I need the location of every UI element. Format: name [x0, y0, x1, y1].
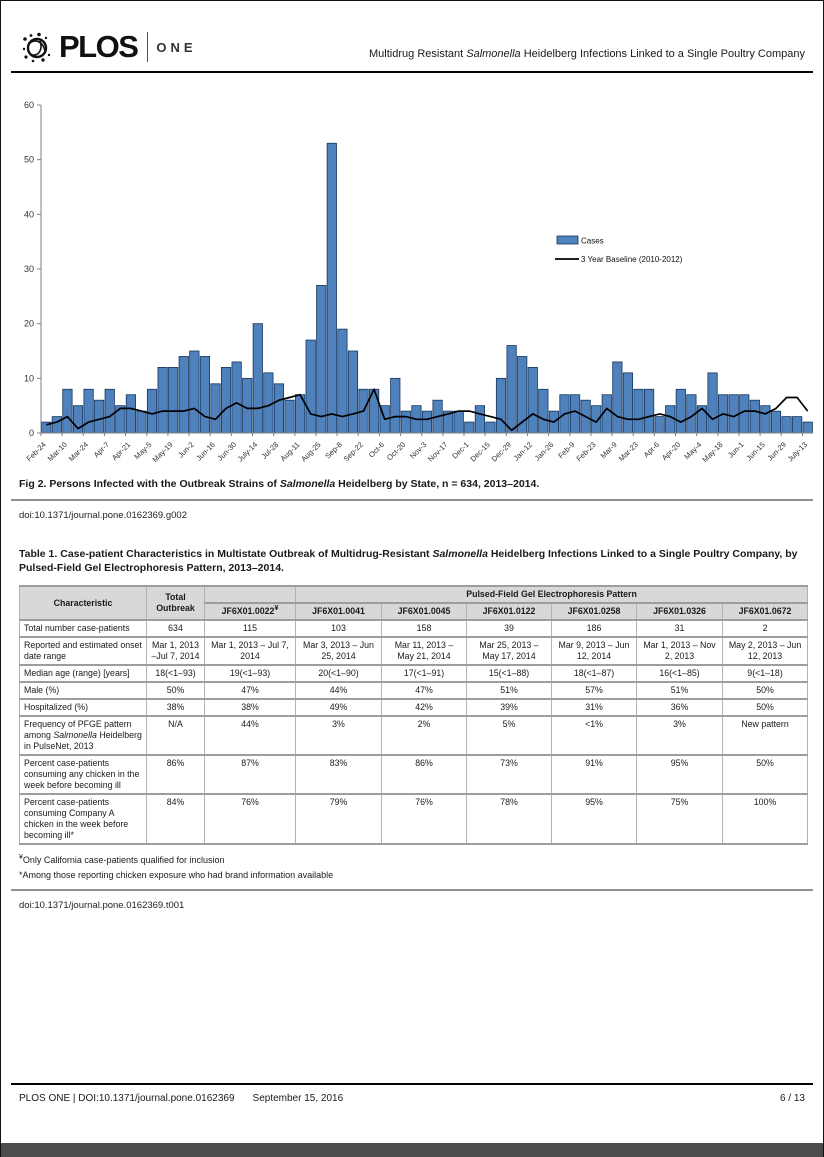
- x-tick-label: Mar-23: [616, 440, 640, 464]
- table-cell: Mar 11, 2013 – May 21, 2014: [382, 637, 467, 665]
- table-cell: May 2, 2013 – Jun 12, 2013: [723, 637, 808, 665]
- x-tick-label: Apr-20: [659, 440, 683, 463]
- cases-bar: [613, 362, 622, 433]
- table-cell: 103: [296, 620, 382, 637]
- table-cell: 50%: [723, 755, 808, 794]
- table-cell: 44%: [205, 716, 296, 755]
- table-cell: 186: [552, 620, 637, 637]
- table-cell: 17(<1–91): [382, 665, 467, 682]
- table-cell: Mar 3, 2013 – Jun 25, 2014: [296, 637, 382, 665]
- cases-bar: [147, 389, 156, 433]
- logo-divider: [147, 32, 148, 62]
- table-footnotes: [19, 853, 805, 883]
- cases-bar: [676, 389, 685, 433]
- table-cell: 86%: [382, 755, 467, 794]
- x-tick-label: Dec-15: [468, 440, 492, 464]
- cases-bar: [771, 411, 780, 433]
- y-tick-label: 50: [23, 154, 34, 165]
- table-cell: Mar 25, 2013 – May 17, 2014: [467, 637, 552, 665]
- table-row: [20, 620, 808, 637]
- cases-bar: [454, 411, 463, 433]
- table-1: [19, 585, 808, 845]
- legend-cases-swatch: [557, 236, 578, 244]
- figure-2-caption: Fig 2. Persons Infected with the Outbreak Strains of Salmonella Heidelberg by State, n = 634, 2013–2014.: [19, 478, 540, 490]
- table-cell: 87%: [205, 755, 296, 794]
- x-tick-label: Mar-24: [66, 440, 91, 464]
- table-cell: Mar 1, 2013 –Jul 7, 2014: [147, 637, 205, 665]
- y-tick-label: 30: [23, 264, 34, 274]
- cases-bar: [401, 411, 410, 433]
- table-cell: 78%: [467, 794, 552, 844]
- table-row: [20, 794, 808, 844]
- row-label: Frequency of PFGE pattern among Salmonella Heidelberg in PulseNet, 2013: [20, 716, 147, 755]
- plos-one-label: ONE: [156, 39, 197, 55]
- table-cell: 3%: [296, 716, 382, 755]
- column-header-jf6x01.0672: JF6X01.0672: [723, 603, 808, 620]
- table-cell: 20(<1–90): [296, 665, 382, 682]
- table-cell: 95%: [637, 755, 723, 794]
- x-tick-label: Jan-12: [511, 440, 535, 463]
- column-header-characteristic: Characteristic: [20, 586, 147, 620]
- plos-globe-icon: [19, 29, 55, 65]
- table-cell: 95%: [552, 794, 637, 844]
- table-cell: 18(<1–93): [147, 665, 205, 682]
- cases-bar: [750, 400, 759, 433]
- cases-bar: [592, 406, 601, 433]
- table-cell: 18(<1–87): [552, 665, 637, 682]
- cases-bar: [264, 373, 273, 433]
- running-title: Multidrug Resistant Salmonella Heidelberg Infections Linked to a Single Poultry Company: [369, 48, 805, 60]
- table-cell: 39: [467, 620, 552, 637]
- x-tick-label: Mar-9: [598, 440, 619, 461]
- cases-bar: [496, 378, 505, 433]
- cases-bar: [740, 395, 749, 433]
- x-tick-label: Feb-23: [574, 440, 598, 464]
- table-cell: 76%: [205, 794, 296, 844]
- cases-bar: [158, 367, 167, 433]
- x-tick-label: Mar-10: [45, 440, 69, 464]
- table-cell: N/A: [147, 716, 205, 755]
- column-header-jf6x01.0041: JF6X01.0041: [296, 603, 382, 620]
- column-header-total-outbreak: Total Outbreak: [147, 586, 205, 620]
- cases-bar: [52, 417, 61, 433]
- table-cell: Mar 1, 2013 – Jul 7, 2014: [205, 637, 296, 665]
- table-cell: 16(<1–85): [637, 665, 723, 682]
- x-tick-label: Sep-8: [323, 440, 344, 461]
- figure-doi: doi:10.1371/journal.pone.0162369.g002: [19, 509, 187, 521]
- table-cell: 44%: [296, 682, 382, 699]
- table-row: [20, 755, 808, 794]
- row-label: Male (%): [20, 682, 147, 699]
- table-cell: 51%: [467, 682, 552, 699]
- table-cell: New pattern: [723, 716, 808, 755]
- cases-bar: [327, 143, 336, 433]
- x-tick-label: May-18: [700, 440, 725, 465]
- column-header-jf6x01.0045: JF6X01.0045: [382, 603, 467, 620]
- plos-logo: [19, 29, 197, 65]
- table-row: [20, 637, 808, 665]
- table-cell: 84%: [147, 794, 205, 844]
- cases-bar: [655, 417, 664, 433]
- x-tick-label: July-14: [235, 440, 260, 464]
- table-cell: 76%: [382, 794, 467, 844]
- table-cell: 83%: [296, 755, 382, 794]
- cases-bar: [274, 384, 283, 433]
- y-tick-label: 40: [23, 209, 34, 220]
- cases-bar: [422, 411, 431, 433]
- caption-rule: [11, 499, 813, 501]
- footnote: ¥Only California case-patients qualified for inclusion: [19, 853, 225, 865]
- group-header-pfge: Pulsed-Field Gel Electrophoresis Pattern: [296, 586, 808, 603]
- cases-bar: [84, 389, 93, 433]
- cases-bar: [729, 395, 738, 433]
- cases-bar: [306, 340, 315, 433]
- table-cell: 9(<1–18): [723, 665, 808, 682]
- x-tick-label: Oct-20: [384, 440, 408, 463]
- cases-bar: [708, 373, 717, 433]
- cases-bar: [232, 362, 241, 433]
- table-cell: 50%: [723, 699, 808, 716]
- x-tick-label: Apr-7: [91, 440, 112, 460]
- cases-bar: [486, 422, 495, 433]
- x-tick-label: Jun-30: [215, 440, 239, 463]
- column-header-jf6x01.0122: JF6X01.0122: [467, 603, 552, 620]
- row-label: Percent case-patients consuming any chicken in the week before becoming ill: [20, 755, 147, 794]
- table-cell: 158: [382, 620, 467, 637]
- table-cell: 15(<1–88): [467, 665, 552, 682]
- table-cell: 38%: [147, 699, 205, 716]
- cases-bar: [169, 367, 178, 433]
- y-tick-label: 20: [23, 318, 34, 329]
- cases-bar: [253, 324, 262, 433]
- table-cell: 634: [147, 620, 205, 637]
- column-header-jf6x01.0258: JF6X01.0258: [552, 603, 637, 620]
- y-tick-label: 10: [23, 373, 34, 384]
- cases-bar: [126, 395, 135, 433]
- row-label: Hospitalized (%): [20, 699, 147, 716]
- cases-bar: [63, 389, 72, 433]
- cases-bar: [348, 351, 357, 433]
- cases-bar: [475, 406, 484, 433]
- epidemic-curve-chart: [9, 95, 817, 467]
- table-doi: doi:10.1371/journal.pone.0162369.t001: [19, 900, 185, 912]
- table-cell: 50%: [723, 682, 808, 699]
- table-cell: 31: [637, 620, 723, 637]
- legend-cases-label: Cases: [581, 236, 604, 246]
- y-tick-label: 0: [28, 428, 34, 438]
- x-tick-label: Jun-1: [726, 440, 746, 460]
- cases-bar: [539, 389, 548, 433]
- x-tick-label: July-13: [785, 440, 810, 464]
- table-row: [20, 699, 808, 716]
- x-tick-label: Jun-16: [194, 440, 217, 463]
- bottom-band: [1, 1143, 823, 1157]
- y-tick-label: 60: [23, 100, 34, 110]
- cases-bar: [570, 395, 579, 433]
- table-row: [20, 665, 808, 682]
- table-cell: 100%: [723, 794, 808, 844]
- table-cell: 47%: [205, 682, 296, 699]
- cases-bar: [243, 378, 252, 433]
- table-1-title: Table 1. Case-patient Characteristics in Multistate Outbreak of Multidrug-Resistant Salmonella Heidelberg Infections Linked to a Single Poultry Company, by Pulsed-Field Gel Electrophoresis Pattern, 2013–2014.: [19, 547, 798, 575]
- cases-bar: [803, 422, 812, 433]
- cases-bar: [623, 373, 632, 433]
- table-cell: 31%: [552, 699, 637, 716]
- cases-bar: [105, 389, 114, 433]
- cases-bar: [221, 367, 230, 433]
- cases-bar: [116, 406, 125, 433]
- footer-citation: PLOS ONE | DOI:10.1371/journal.pone.0162369 September 15, 2016: [19, 1093, 344, 1104]
- legend-baseline-label: 3 Year Baseline (2010-2012): [581, 255, 683, 264]
- x-tick-label: Dec-1: [450, 440, 471, 461]
- table-cell: <1%: [552, 716, 637, 755]
- cases-bar: [634, 389, 643, 433]
- cases-bar: [644, 389, 653, 433]
- table-cell: Mar 1, 2013 – Nov 2, 2013: [637, 637, 723, 665]
- page-footer: [11, 1083, 813, 1104]
- table-row: [20, 716, 808, 755]
- x-tick-label: Jan-26: [532, 440, 556, 463]
- table-cell: 47%: [382, 682, 467, 699]
- table-cell: 75%: [637, 794, 723, 844]
- table-cell: Mar 9, 2013 – Jun 12, 2014: [552, 637, 637, 665]
- table-cell: 38%: [205, 699, 296, 716]
- table-cell: 2%: [382, 716, 467, 755]
- cases-bar: [94, 400, 103, 433]
- x-tick-label: Oct-6: [366, 440, 387, 460]
- x-tick-label: Jul-28: [259, 440, 281, 461]
- table-cell: 3%: [637, 716, 723, 755]
- page-header: [11, 1, 813, 73]
- x-tick-label: Apr-6: [641, 440, 662, 460]
- cases-bar: [391, 378, 400, 433]
- row-label: Total number case-patients: [20, 620, 147, 637]
- x-tick-label: Feb-9: [556, 440, 577, 461]
- cases-bar: [507, 346, 516, 433]
- x-tick-label: Sep-22: [341, 440, 365, 464]
- cases-bar: [792, 417, 801, 433]
- cases-bar: [697, 406, 706, 433]
- table-cell: 51%: [637, 682, 723, 699]
- x-tick-label: Jun-2: [176, 440, 196, 460]
- cases-bar: [211, 384, 220, 433]
- cases-bar: [666, 406, 675, 433]
- x-tick-label: May-19: [150, 440, 175, 465]
- column-header-jf6x01.0326: JF6X01.0326: [637, 603, 723, 620]
- table-cell: 5%: [467, 716, 552, 755]
- table-cell: 86%: [147, 755, 205, 794]
- table-cell: 91%: [552, 755, 637, 794]
- x-tick-label: Jun-15: [744, 440, 767, 463]
- cases-bar: [200, 356, 209, 433]
- x-tick-label: Aug-25: [299, 440, 323, 464]
- figure-2-chart-area: [9, 95, 823, 472]
- table-cell: 57%: [552, 682, 637, 699]
- table-cell: 49%: [296, 699, 382, 716]
- cases-bar: [761, 406, 770, 433]
- table-cell: 19(<1–93): [205, 665, 296, 682]
- x-tick-label: Jun-29: [765, 440, 788, 463]
- cases-bar: [285, 400, 294, 433]
- page-number: 6 / 13: [779, 1093, 805, 1104]
- x-tick-label: May-4: [682, 440, 704, 462]
- table-cell: 79%: [296, 794, 382, 844]
- plos-wordmark: PLOS: [59, 29, 138, 64]
- cases-bar: [137, 411, 146, 433]
- x-tick-label: Nov-3: [407, 440, 429, 461]
- table-cell: 36%: [637, 699, 723, 716]
- table-cell: 73%: [467, 755, 552, 794]
- column-header-jf6x01.0022: JF6X01.0022¥: [205, 603, 296, 620]
- cases-bar: [782, 417, 791, 433]
- table-cell: 42%: [382, 699, 467, 716]
- x-tick-label: Aug-11: [278, 440, 302, 464]
- cases-bar: [465, 422, 474, 433]
- table-row: [20, 682, 808, 699]
- table-cell: 50%: [147, 682, 205, 699]
- table-cell: 39%: [467, 699, 552, 716]
- footnote: *Among those reporting chicken exposure who had brand information available: [19, 869, 334, 880]
- cases-bar: [190, 351, 199, 433]
- row-label: Median age (range) [years]: [20, 665, 147, 682]
- cases-bar: [179, 356, 188, 433]
- x-tick-label: Dec-29: [489, 440, 514, 464]
- row-label: Percent case-patients consuming Company A chicken in the week before becoming ill*: [20, 794, 147, 844]
- x-tick-label: Apr-21: [110, 440, 133, 463]
- cases-bar: [528, 367, 537, 433]
- row-label: Reported and estimated onset date range: [20, 637, 147, 665]
- x-tick-label: May-5: [132, 440, 154, 462]
- cases-bar: [317, 285, 326, 433]
- x-tick-label: Nov-17: [426, 440, 450, 464]
- table-cell: 115: [205, 620, 296, 637]
- x-tick-label: Feb-24: [24, 440, 48, 464]
- table-cell: 2: [723, 620, 808, 637]
- empty-header-cell: [205, 586, 296, 603]
- table-rule: [11, 889, 813, 891]
